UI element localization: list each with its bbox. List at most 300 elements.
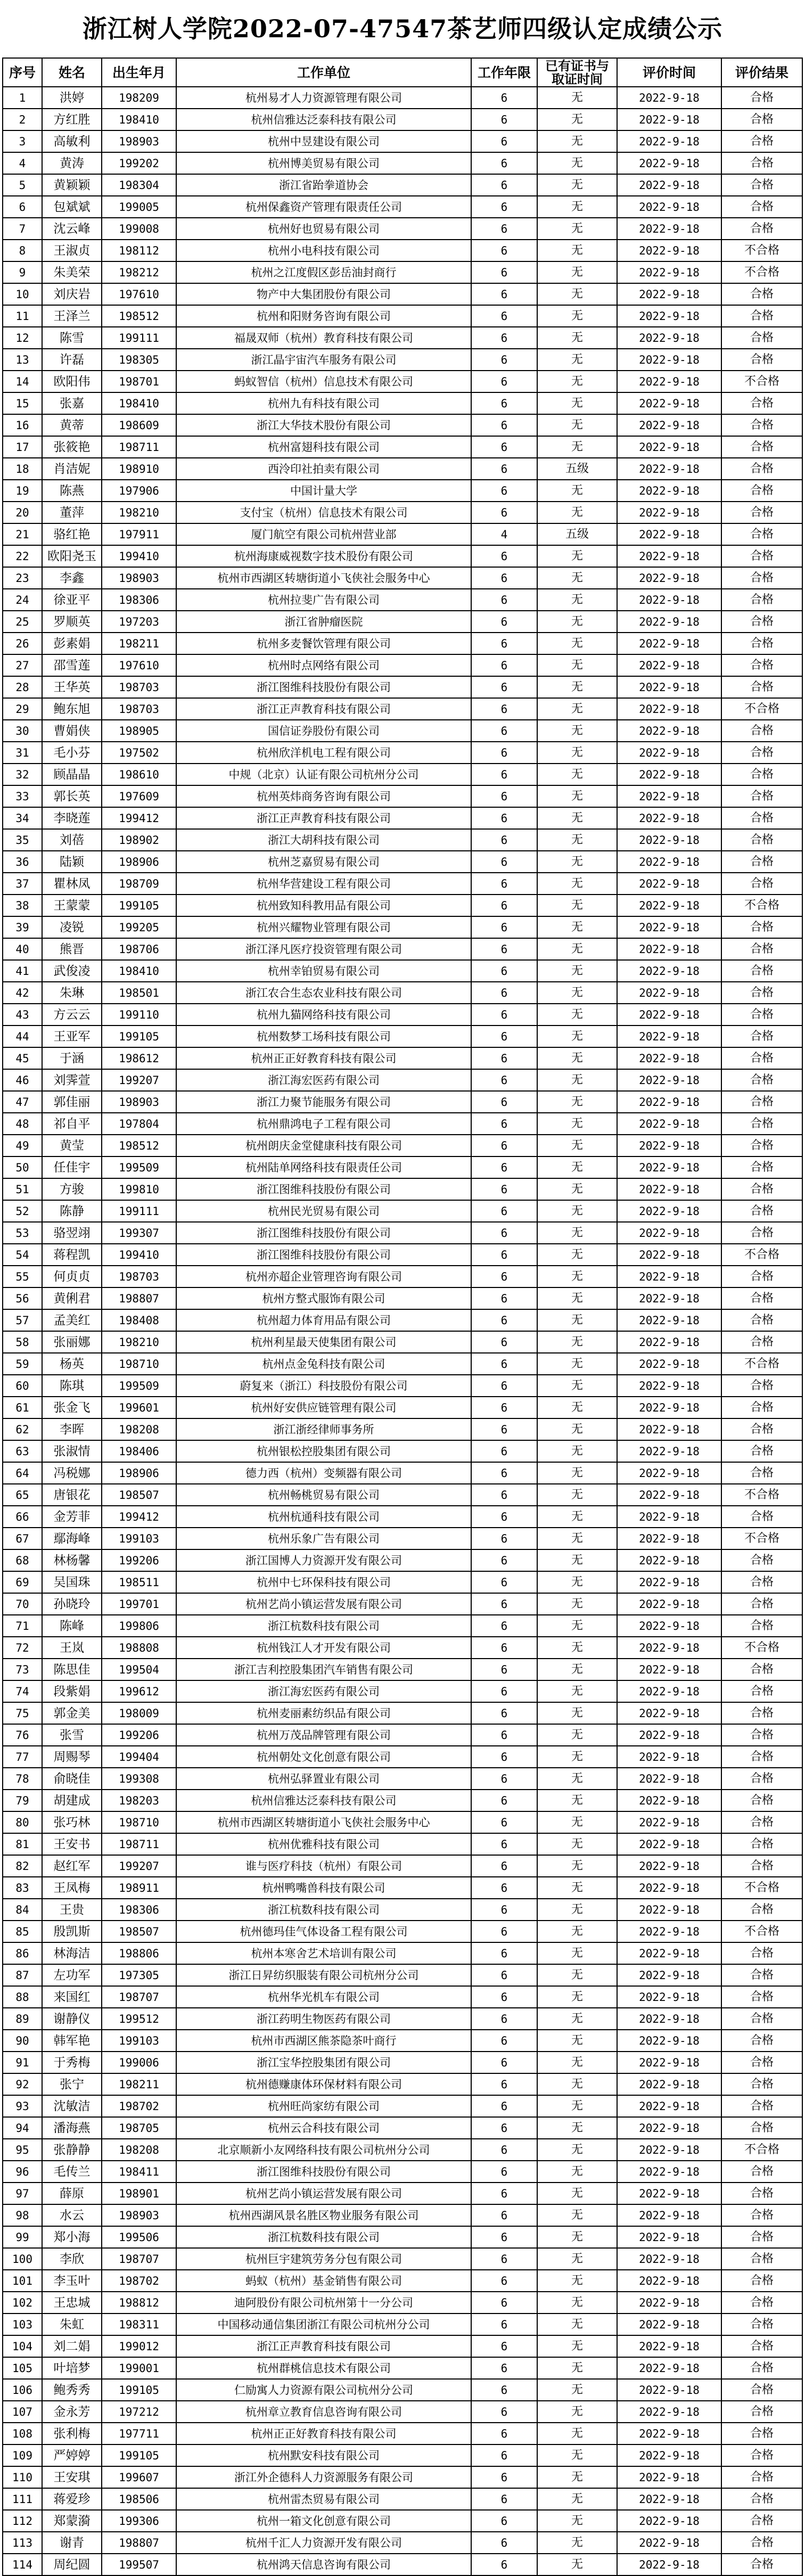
cell-birth: 199202 — [102, 152, 176, 174]
cell-name: 何贞贞 — [42, 1266, 102, 1287]
table-row — [3, 1593, 802, 1615]
cell-cert: 无 — [537, 982, 617, 1004]
cell-birth: 198903 — [102, 567, 176, 589]
cell-unit: 蚂蚁（杭州）基金销售有限公司 — [176, 2270, 471, 2292]
cell-date: 2022-9-18 — [617, 1004, 721, 1026]
cell-date: 2022-9-18 — [617, 2204, 721, 2226]
cell-name: 朱美荣 — [42, 261, 102, 283]
cell-date: 2022-9-18 — [617, 261, 721, 283]
cell-years: 6 — [471, 1833, 537, 1855]
cell-years: 6 — [471, 2357, 537, 2379]
cell-cert: 无 — [537, 218, 617, 240]
cell-years: 6 — [471, 2401, 537, 2423]
cell-birth: 198812 — [102, 2292, 176, 2314]
table-row — [3, 87, 802, 109]
table-row — [3, 2292, 802, 2314]
cell-seq: 81 — [3, 1833, 42, 1855]
cell-result: 合格 — [721, 1702, 802, 1724]
cell-years: 6 — [471, 1921, 537, 1942]
table-row — [3, 1877, 802, 1899]
table-row — [3, 2226, 802, 2248]
cell-unit: 浙江海宏医药有限公司 — [176, 1069, 471, 1091]
cell-birth: 199412 — [102, 1506, 176, 1528]
cell-birth: 199103 — [102, 1528, 176, 1549]
cell-result: 不合格 — [721, 2139, 802, 2161]
cell-birth: 199810 — [102, 1178, 176, 1200]
cell-seq: 96 — [3, 2161, 42, 2183]
cell-date: 2022-9-18 — [617, 785, 721, 807]
cell-date: 2022-9-18 — [617, 829, 721, 851]
cell-date: 2022-9-18 — [617, 960, 721, 982]
cell-cert: 无 — [537, 1768, 617, 1790]
cell-years: 6 — [471, 938, 537, 960]
cell-name: 洪婷 — [42, 87, 102, 109]
cell-date: 2022-9-18 — [617, 654, 721, 676]
cell-unit: 杭州乐象广告有限公司 — [176, 1528, 471, 1549]
cell-date: 2022-9-18 — [617, 1418, 721, 1440]
cell-years: 6 — [471, 589, 537, 611]
cell-date: 2022-9-18 — [617, 2161, 721, 2183]
table-row — [3, 611, 802, 633]
cell-result: 合格 — [721, 1222, 802, 1244]
cell-cert: 无 — [537, 1026, 617, 1047]
cell-unit: 杭州西湖风景名胜区物业服务有限公司 — [176, 2204, 471, 2226]
cell-name: 张筱艳 — [42, 436, 102, 458]
cell-seq: 74 — [3, 1680, 42, 1702]
cell-result: 不合格 — [721, 261, 802, 283]
cell-unit: 杭州弘驿置业有限公司 — [176, 1768, 471, 1790]
cell-years: 6 — [471, 2008, 537, 2030]
cell-name: 黄涛 — [42, 152, 102, 174]
header-seq: 序号 — [3, 58, 42, 87]
cell-birth: 198706 — [102, 938, 176, 960]
cell-cert: 无 — [537, 1921, 617, 1942]
table-row — [3, 567, 802, 589]
cell-cert: 无 — [537, 1833, 617, 1855]
cell-result: 合格 — [721, 1178, 802, 1200]
cell-years: 6 — [471, 1004, 537, 1026]
cell-cert: 无 — [537, 1855, 617, 1877]
cell-result: 合格 — [721, 720, 802, 742]
cell-cert: 无 — [537, 2204, 617, 2226]
table-row — [3, 1702, 802, 1724]
cell-birth: 199111 — [102, 327, 176, 349]
cell-years: 6 — [471, 1309, 537, 1331]
cell-date: 2022-9-18 — [617, 1833, 721, 1855]
cell-years: 6 — [471, 1287, 537, 1309]
cell-name: 王安书 — [42, 1833, 102, 1855]
cell-date: 2022-9-18 — [617, 523, 721, 545]
cell-date: 2022-9-18 — [617, 1702, 721, 1724]
cell-name: 王华英 — [42, 676, 102, 698]
cell-name: 方云云 — [42, 1004, 102, 1026]
cell-result: 合格 — [721, 654, 802, 676]
table-row — [3, 1026, 802, 1047]
table-row — [3, 130, 802, 152]
cell-birth: 198711 — [102, 436, 176, 458]
cell-seq: 87 — [3, 1964, 42, 1986]
cell-unit: 浙江图维科技股份有限公司 — [176, 1222, 471, 1244]
cell-years: 6 — [471, 545, 537, 567]
table-row — [3, 1200, 802, 1222]
cell-name: 高敏利 — [42, 130, 102, 152]
cell-seq: 94 — [3, 2117, 42, 2139]
cell-cert: 无 — [537, 764, 617, 785]
cell-name: 左功军 — [42, 1964, 102, 1986]
cell-result: 合格 — [721, 502, 802, 523]
cell-name: 潘海燕 — [42, 2117, 102, 2139]
cell-cert: 五级 — [537, 523, 617, 545]
cell-cert: 无 — [537, 1964, 617, 1986]
table-row — [3, 1484, 802, 1506]
cell-unit: 浙江药明生物医药有限公司 — [176, 2008, 471, 2030]
cell-name: 毛传兰 — [42, 2161, 102, 2183]
cell-seq: 78 — [3, 1768, 42, 1790]
table-row — [3, 1833, 802, 1855]
table-row — [3, 1440, 802, 1462]
cell-birth: 198911 — [102, 1877, 176, 1899]
cell-birth: 199105 — [102, 1026, 176, 1047]
cell-result: 合格 — [721, 392, 802, 414]
cell-unit: 浙江吉利控股集团汽车销售有限公司 — [176, 1659, 471, 1680]
cell-result: 合格 — [721, 2379, 802, 2401]
cell-date: 2022-9-18 — [617, 1069, 721, 1091]
cell-birth: 199512 — [102, 2008, 176, 2030]
cell-cert: 无 — [537, 261, 617, 283]
cell-name: 谢青 — [42, 2532, 102, 2554]
table-row — [3, 1899, 802, 1921]
cell-birth: 198512 — [102, 1135, 176, 1156]
cell-unit: 杭州民光贸易有限公司 — [176, 1200, 471, 1222]
cell-seq: 29 — [3, 698, 42, 720]
cell-result: 合格 — [721, 109, 802, 130]
cell-years: 6 — [471, 785, 537, 807]
cell-date: 2022-9-18 — [617, 873, 721, 895]
cell-cert: 无 — [537, 196, 617, 218]
cell-cert: 无 — [537, 1528, 617, 1549]
table-row — [3, 1091, 802, 1113]
cell-seq: 9 — [3, 261, 42, 283]
cell-birth: 198411 — [102, 2161, 176, 2183]
cell-years: 6 — [471, 1353, 537, 1375]
cell-years: 6 — [471, 502, 537, 523]
cell-unit: 厦门航空有限公司杭州营业部 — [176, 523, 471, 545]
table-row — [3, 1790, 802, 1811]
table-row — [3, 938, 802, 960]
cell-result: 合格 — [721, 1506, 802, 1528]
cell-cert: 五级 — [537, 458, 617, 480]
cell-birth: 198208 — [102, 1418, 176, 1440]
cell-date: 2022-9-18 — [617, 2008, 721, 2030]
cell-name: 邵雪莲 — [42, 654, 102, 676]
cell-unit: 杭州华光机车有限公司 — [176, 1986, 471, 2008]
cell-cert: 无 — [537, 742, 617, 764]
cell-years: 6 — [471, 1702, 537, 1724]
cell-years: 6 — [471, 1790, 537, 1811]
cell-result: 合格 — [721, 589, 802, 611]
cell-years: 6 — [471, 2117, 537, 2139]
cell-name: 黄蒂 — [42, 414, 102, 436]
cell-name: 沈敏洁 — [42, 2095, 102, 2117]
table-row — [3, 764, 802, 785]
cell-name: 王蒙蒙 — [42, 895, 102, 916]
cell-name: 张雪 — [42, 1724, 102, 1746]
cell-seq: 25 — [3, 611, 42, 633]
cell-name: 黄俐君 — [42, 1287, 102, 1309]
cell-years: 6 — [471, 130, 537, 152]
cell-unit: 杭州芝嘉贸易有限公司 — [176, 851, 471, 873]
cell-unit: 杭州易才人力资源管理有限公司 — [176, 87, 471, 109]
table-row — [3, 2161, 802, 2183]
cell-result: 合格 — [721, 1746, 802, 1768]
cell-name: 陈思佳 — [42, 1659, 102, 1680]
cell-seq: 91 — [3, 2052, 42, 2073]
cell-cert: 无 — [537, 1986, 617, 2008]
cell-birth: 198511 — [102, 1571, 176, 1593]
cell-date: 2022-9-18 — [617, 851, 721, 873]
table-row — [3, 1942, 802, 1964]
cell-name: 张巧林 — [42, 1811, 102, 1833]
cell-unit: 杭州英炜商务咨询有限公司 — [176, 785, 471, 807]
cell-years: 6 — [471, 1964, 537, 1986]
cell-birth: 198902 — [102, 829, 176, 851]
cell-result: 合格 — [721, 2030, 802, 2052]
cell-cert: 无 — [537, 2095, 617, 2117]
cell-birth: 198710 — [102, 1811, 176, 1833]
cell-name: 杨英 — [42, 1353, 102, 1375]
cell-seq: 43 — [3, 1004, 42, 1026]
cell-result: 合格 — [721, 851, 802, 873]
cell-name: 欧阳伟 — [42, 371, 102, 392]
cell-date: 2022-9-18 — [617, 982, 721, 1004]
cell-birth: 198410 — [102, 109, 176, 130]
cell-name: 孙晓玲 — [42, 1593, 102, 1615]
cell-years: 6 — [471, 851, 537, 873]
cell-years: 6 — [471, 1397, 537, 1418]
cell-cert: 无 — [537, 1440, 617, 1462]
cell-date: 2022-9-18 — [617, 2248, 721, 2270]
cell-unit: 杭州畅桃贸易有限公司 — [176, 1484, 471, 1506]
cell-seq: 83 — [3, 1877, 42, 1899]
cell-seq: 31 — [3, 742, 42, 764]
cell-seq: 56 — [3, 1287, 42, 1309]
cell-seq: 111 — [3, 2488, 42, 2510]
cell-years: 6 — [471, 2204, 537, 2226]
cell-unit: 杭州一箱文化创意有限公司 — [176, 2510, 471, 2532]
cell-result: 合格 — [721, 764, 802, 785]
cell-result: 合格 — [721, 1069, 802, 1091]
cell-years: 6 — [471, 698, 537, 720]
cell-birth: 199410 — [102, 1244, 176, 1266]
cell-date: 2022-9-18 — [617, 1528, 721, 1549]
cell-years: 6 — [471, 807, 537, 829]
cell-date: 2022-9-18 — [617, 2226, 721, 2248]
cell-result: 合格 — [721, 1397, 802, 1418]
cell-years: 6 — [471, 2052, 537, 2073]
cell-birth: 199206 — [102, 1724, 176, 1746]
table-row — [3, 1462, 802, 1484]
cell-years: 6 — [471, 916, 537, 938]
cell-unit: 杭州信雅达泛泰科技有限公司 — [176, 1790, 471, 1811]
table-row — [3, 851, 802, 873]
cell-date: 2022-9-18 — [617, 2357, 721, 2379]
cell-cert: 无 — [537, 436, 617, 458]
cell-cert: 无 — [537, 2139, 617, 2161]
cell-seq: 110 — [3, 2466, 42, 2488]
cell-seq: 38 — [3, 895, 42, 916]
cell-seq: 57 — [3, 1309, 42, 1331]
cell-years: 6 — [471, 261, 537, 283]
cell-name: 王泽兰 — [42, 305, 102, 327]
cell-cert: 无 — [537, 1113, 617, 1135]
cell-unit: 浙江海宏医药有限公司 — [176, 1680, 471, 1702]
table-row — [3, 1571, 802, 1593]
cell-cert: 无 — [537, 851, 617, 873]
cell-birth: 199410 — [102, 545, 176, 567]
cell-result: 合格 — [721, 174, 802, 196]
cell-seq: 79 — [3, 1790, 42, 1811]
cell-date: 2022-9-18 — [617, 1484, 721, 1506]
cell-years: 6 — [471, 895, 537, 916]
cell-date: 2022-9-18 — [617, 349, 721, 371]
cell-cert: 无 — [537, 1615, 617, 1637]
cell-birth: 197711 — [102, 2423, 176, 2444]
cell-name: 罗顺英 — [42, 611, 102, 633]
cell-years: 6 — [471, 2161, 537, 2183]
cell-unit: 杭州千汇人力资源开发有限公司 — [176, 2532, 471, 2554]
cell-date: 2022-9-18 — [617, 1680, 721, 1702]
cell-name: 方骏 — [42, 1178, 102, 1200]
cell-birth: 199008 — [102, 218, 176, 240]
cell-years: 6 — [471, 764, 537, 785]
cell-name: 任佳宇 — [42, 1156, 102, 1178]
cell-seq: 6 — [3, 196, 42, 218]
cell-years: 6 — [471, 676, 537, 698]
cell-seq: 99 — [3, 2226, 42, 2248]
cell-years: 6 — [471, 1506, 537, 1528]
cell-birth: 199504 — [102, 1659, 176, 1680]
cell-cert: 无 — [537, 480, 617, 502]
cell-date: 2022-9-18 — [617, 611, 721, 633]
cell-name: 李晓莲 — [42, 807, 102, 829]
cell-cert: 无 — [537, 152, 617, 174]
cell-cert: 无 — [537, 1397, 617, 1418]
cell-unit: 蚂蚁智信（杭州）信息技术有限公司 — [176, 371, 471, 392]
cell-unit: 杭州点金兔科技有限公司 — [176, 1353, 471, 1375]
cell-years: 6 — [471, 1091, 537, 1113]
cell-name: 鄢海峰 — [42, 1528, 102, 1549]
cell-date: 2022-9-18 — [617, 2401, 721, 2423]
cell-date: 2022-9-18 — [617, 1855, 721, 1877]
table-row — [3, 392, 802, 414]
cell-birth: 199207 — [102, 1069, 176, 1091]
cell-date: 2022-9-18 — [617, 196, 721, 218]
cell-name: 赵红军 — [42, 1855, 102, 1877]
cell-cert: 无 — [537, 414, 617, 436]
cell-birth: 198903 — [102, 1091, 176, 1113]
cell-birth: 198501 — [102, 982, 176, 1004]
cell-cert: 无 — [537, 1549, 617, 1571]
cell-date: 2022-9-18 — [617, 720, 721, 742]
cell-years: 6 — [471, 654, 537, 676]
cell-name: 彭素娟 — [42, 633, 102, 654]
cell-years: 6 — [471, 1877, 537, 1899]
cell-name: 刘蓓 — [42, 829, 102, 851]
cell-years: 6 — [471, 1680, 537, 1702]
cell-cert: 无 — [537, 2292, 617, 2314]
cell-result: 合格 — [721, 152, 802, 174]
cell-years: 6 — [471, 2073, 537, 2095]
cell-date: 2022-9-18 — [617, 1877, 721, 1899]
cell-date: 2022-9-18 — [617, 2139, 721, 2161]
table-row — [3, 502, 802, 523]
cell-years: 6 — [471, 567, 537, 589]
cell-result: 合格 — [721, 327, 802, 349]
cell-date: 2022-9-18 — [617, 807, 721, 829]
cell-cert: 无 — [537, 2510, 617, 2532]
cell-seq: 1 — [3, 87, 42, 109]
cell-unit: 杭州默安科技有限公司 — [176, 2444, 471, 2466]
cell-seq: 22 — [3, 545, 42, 567]
cell-date: 2022-9-18 — [617, 676, 721, 698]
cell-name: 陈静 — [42, 1200, 102, 1222]
cell-result: 合格 — [721, 1113, 802, 1135]
cell-result: 合格 — [721, 2510, 802, 2532]
cell-birth: 198903 — [102, 2204, 176, 2226]
cell-seq: 85 — [3, 1921, 42, 1942]
table-row — [3, 2052, 802, 2073]
cell-unit: 杭州正正好教育科技有限公司 — [176, 2423, 471, 2444]
cell-cert: 无 — [537, 2030, 617, 2052]
cell-birth: 197911 — [102, 523, 176, 545]
cell-birth: 198702 — [102, 2095, 176, 2117]
cell-cert: 无 — [537, 2357, 617, 2379]
cell-unit: 杭州小电科技有限公司 — [176, 240, 471, 261]
table-row — [3, 152, 802, 174]
cell-unit: 杭州鸭嘴兽科技有限公司 — [176, 1877, 471, 1899]
cell-date: 2022-9-18 — [617, 1397, 721, 1418]
cell-unit: 杭州亦超企业管理咨询有限公司 — [176, 1266, 471, 1287]
cell-birth: 199105 — [102, 2379, 176, 2401]
cell-unit: 杭州陆单网络科技有限责任公司 — [176, 1156, 471, 1178]
cell-seq: 17 — [3, 436, 42, 458]
cell-unit: 杭州方整式服饰有限公司 — [176, 1287, 471, 1309]
cell-unit: 杭州华营建设工程有限公司 — [176, 873, 471, 895]
cell-unit: 杭州九有科技有限公司 — [176, 392, 471, 414]
cell-seq: 80 — [3, 1811, 42, 1833]
cell-years: 6 — [471, 480, 537, 502]
table-row — [3, 633, 802, 654]
table-row — [3, 873, 802, 895]
cell-name: 于秀梅 — [42, 2052, 102, 2073]
header-cert-label: 已有证书与取证时间 — [545, 58, 609, 87]
cell-cert: 无 — [537, 392, 617, 414]
cell-seq: 36 — [3, 851, 42, 873]
cell-cert: 无 — [537, 502, 617, 523]
cell-birth: 199307 — [102, 1222, 176, 1244]
cell-seq: 51 — [3, 1178, 42, 1200]
cell-cert: 无 — [537, 283, 617, 305]
cell-cert: 无 — [537, 2401, 617, 2423]
cell-seq: 104 — [3, 2335, 42, 2357]
cell-unit: 蔚复来（浙江）科技股份有限公司 — [176, 1375, 471, 1397]
cell-unit: 浙江力聚节能服务有限公司 — [176, 1091, 471, 1113]
table-row — [3, 2554, 802, 2575]
cell-name: 吴国珠 — [42, 1571, 102, 1593]
cell-date: 2022-9-18 — [617, 1637, 721, 1659]
cell-date: 2022-9-18 — [617, 2379, 721, 2401]
cell-cert: 无 — [537, 1069, 617, 1091]
